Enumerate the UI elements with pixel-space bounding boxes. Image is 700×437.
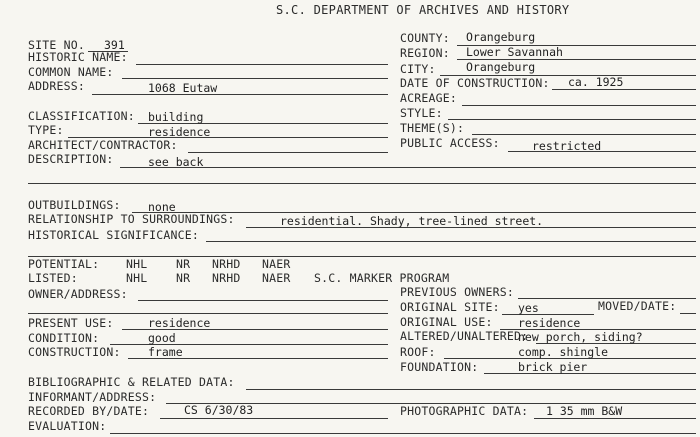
card-title: S.C. DEPARTMENT OF ARCHIVES AND HISTORY: [276, 3, 570, 17]
site-no-value: 391: [104, 38, 125, 52]
outbuildings-value: none: [148, 200, 176, 214]
public-access-label: PUBLIC ACCESS:: [400, 136, 500, 150]
type-label: TYPE:: [28, 123, 64, 137]
recorded-by-value: CS 6/30/83: [184, 403, 254, 417]
photographic-data-value: 1 35 mm B&W: [546, 404, 623, 418]
condition-value: good: [148, 331, 176, 345]
city-label: CITY:: [400, 62, 436, 76]
common-name-line: [122, 78, 388, 79]
description-line-2: [28, 183, 696, 184]
address-label: ADDRESS:: [28, 79, 85, 93]
potential-naer: NAER: [262, 257, 291, 271]
historical-significance-line: [206, 241, 696, 242]
listed-nhl: NHL: [126, 271, 148, 285]
evaluation-line: [110, 433, 696, 434]
description-line-1: [120, 167, 696, 168]
roof-value: comp. shingle: [518, 345, 609, 359]
description-value: see back: [148, 155, 204, 169]
county-value: Orangeburg: [466, 30, 536, 44]
original-site-value: yes: [518, 301, 539, 315]
owner-address-line-2: [28, 313, 388, 314]
original-use-value: residence: [518, 316, 581, 330]
roof-label: ROOF:: [400, 345, 436, 359]
previous-owners-label: PREVIOUS OWNERS:: [400, 285, 514, 299]
acreage-line: [462, 105, 696, 106]
moved-date-line: [680, 313, 696, 314]
owner-address-label: OWNER/ADDRESS:: [28, 287, 128, 301]
classification-value: building: [148, 110, 204, 124]
owner-address-line: [138, 300, 388, 301]
date-of-construction-value: ca. 1925: [568, 75, 624, 89]
address-line: [92, 94, 388, 95]
style-label: STYLE:: [400, 106, 443, 120]
style-line: [448, 119, 696, 120]
condition-label: CONDITION:: [28, 331, 100, 345]
present-use-label: PRESENT USE:: [28, 316, 114, 330]
potential-label: POTENTIAL:: [28, 257, 100, 271]
recorded-by-line: [160, 418, 388, 419]
city-value: Orangeburg: [466, 60, 536, 74]
present-use-value: residence: [148, 316, 211, 330]
foundation-line: [484, 373, 696, 374]
listed-label: LISTED:: [28, 271, 78, 285]
listed-naer: NAER: [262, 271, 291, 285]
original-site-label: ORIGINAL SITE:: [400, 300, 500, 314]
construction-label: CONSTRUCTION:: [28, 345, 121, 359]
outbuildings-label: OUTBUILDINGS:: [28, 198, 121, 212]
original-site-line: [502, 314, 594, 315]
original-use-label: ORIGINAL USE:: [400, 315, 493, 329]
potential-nrhd: NRHD: [212, 257, 241, 271]
listed-nrhd: NRHD: [212, 271, 241, 285]
bibliographic-label: BIBLIOGRAPHIC & RELATED DATA:: [28, 375, 235, 389]
site-no-label: SITE NO.: [28, 38, 85, 52]
relationship-label: RELATIONSHIP TO SURROUNDINGS:: [28, 212, 235, 226]
region-label: REGION:: [400, 46, 450, 60]
photographic-data-label: PHOTOGRAPHIC DATA:: [400, 404, 529, 418]
architect-line: [188, 152, 388, 153]
address-value: 1068 Eutaw: [148, 81, 218, 95]
themes-label: THEME(S):: [400, 121, 465, 135]
classification-label: CLASSIFICATION:: [28, 109, 135, 123]
common-name-label: COMMON NAME:: [28, 65, 114, 79]
public-access-value: restricted: [532, 139, 602, 153]
description-label: DESCRIPTION:: [28, 152, 114, 166]
bibliographic-line: [246, 389, 696, 390]
foundation-value: brick pier: [518, 360, 588, 374]
foundation-label: FOUNDATION:: [400, 360, 479, 374]
altered-unaltered-label: ALTERED/UNALTERED:: [400, 329, 529, 343]
date-of-construction-line: [552, 89, 696, 90]
historic-name-line: [136, 64, 388, 65]
county-label: COUNTY:: [400, 31, 450, 45]
recorded-by-label: RECORDED BY/DATE:: [28, 404, 150, 418]
region-value: Lower Savannah: [466, 45, 563, 59]
date-of-construction-label: DATE OF CONSTRUCTION:: [400, 76, 550, 90]
architect-label: ARCHITECT/CONTRACTOR:: [28, 138, 178, 152]
construction-value: frame: [148, 345, 183, 359]
evaluation-label: EVALUATION:: [28, 419, 107, 433]
historic-name-label: HISTORIC NAME:: [28, 50, 128, 64]
acreage-label: ACREAGE:: [400, 91, 457, 105]
photographic-data-line: [534, 418, 696, 419]
potential-nr: NR: [176, 257, 191, 271]
altered-unaltered-value: new porch, siding?: [518, 330, 643, 344]
historical-significance-label: HISTORICAL SIGNIFICANCE:: [28, 228, 199, 242]
sc-marker-program-label: S.C. MARKER PROGRAM: [314, 271, 450, 285]
listed-nr: NR: [176, 271, 191, 285]
potential-nhl: NHL: [126, 257, 148, 271]
type-value: residence: [148, 125, 211, 139]
informant-address-label: INFORMANT/ADDRESS:: [28, 390, 157, 404]
themes-line: [472, 134, 696, 135]
relationship-value: residential. Shady, tree-lined street.: [280, 214, 544, 228]
moved-date-label: MOVED/DATE:: [598, 299, 677, 313]
